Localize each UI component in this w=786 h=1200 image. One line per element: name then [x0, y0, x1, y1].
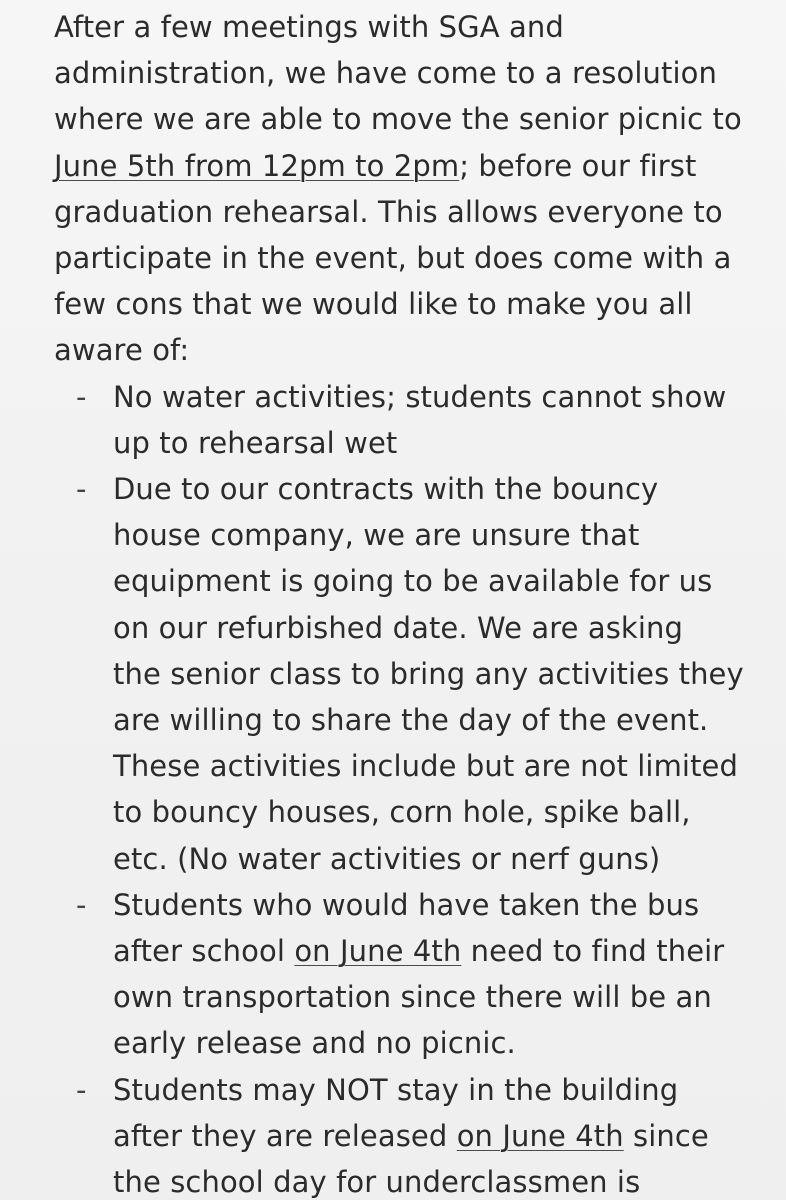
item-line: the school day for underclassmen is [113, 1165, 641, 1200]
dash-bullet-icon: - [76, 1072, 87, 1107]
intro-line: After a few meetings with SGA and [54, 10, 564, 44]
intro-line [54, 143, 754, 189]
cons-list [54, 374, 754, 1200]
note-body [54, 4, 754, 1200]
item-line [113, 1113, 754, 1159]
item-line: Students may NOT stay in the building [113, 1072, 679, 1107]
item-line: on our refurbished date. We are asking [113, 610, 683, 645]
intro-line: graduation rehearsal. This allows everyone to [54, 194, 723, 229]
item-line: These activities include but are not limited [113, 749, 738, 784]
item-line [113, 928, 754, 974]
list-item [54, 374, 754, 466]
line-text: after they are released [113, 1118, 457, 1153]
dash-bullet-icon: - [76, 472, 87, 507]
item-line: to bouncy houses, corn hole, spike ball, [113, 795, 691, 830]
underlined-date: on June 4th [456, 1118, 624, 1153]
dash-bullet-icon: - [76, 379, 87, 414]
item-line: the senior class to bring any activities they [113, 656, 744, 691]
line-text: after school [113, 934, 295, 969]
intro-line: few cons that we would like to make you all [54, 287, 693, 322]
underlined-date: on June 4th [294, 934, 462, 969]
intro-line: participate in the event, but does come with a [54, 241, 732, 276]
item-line: are willing to share the day of the event. [113, 703, 709, 738]
item-line: own transportation since there will be an [113, 980, 712, 1015]
item-line: No water activities; students cannot show [113, 379, 727, 414]
line-text: need to find their [461, 934, 725, 969]
item-line: Due to our contracts with the bouncy [113, 472, 659, 507]
item-line: equipment is going to be available for us [113, 564, 713, 599]
line-text: ; before our first [459, 148, 697, 183]
item-line: Students who would have taken the bus [113, 887, 700, 922]
list-item [54, 466, 754, 882]
intro-line: administration, we have come to a resolution [54, 56, 717, 91]
item-line: early release and no picnic. [113, 1026, 516, 1061]
intro-line: aware of: [54, 333, 190, 368]
item-line: house company, we are unsure that [113, 518, 640, 553]
dash-bullet-icon: - [76, 887, 87, 922]
intro-line: where we are able to move the senior picnic to [54, 102, 742, 137]
list-item [54, 1067, 754, 1200]
item-line: up to rehearsal wet [113, 425, 398, 460]
list-item [54, 882, 754, 1067]
underlined-date: June 5th from 12pm to 2pm [54, 148, 460, 183]
line-text: since [623, 1118, 709, 1153]
intro-paragraph [54, 4, 754, 374]
item-line: etc. (No water activities or nerf guns) [113, 841, 661, 876]
